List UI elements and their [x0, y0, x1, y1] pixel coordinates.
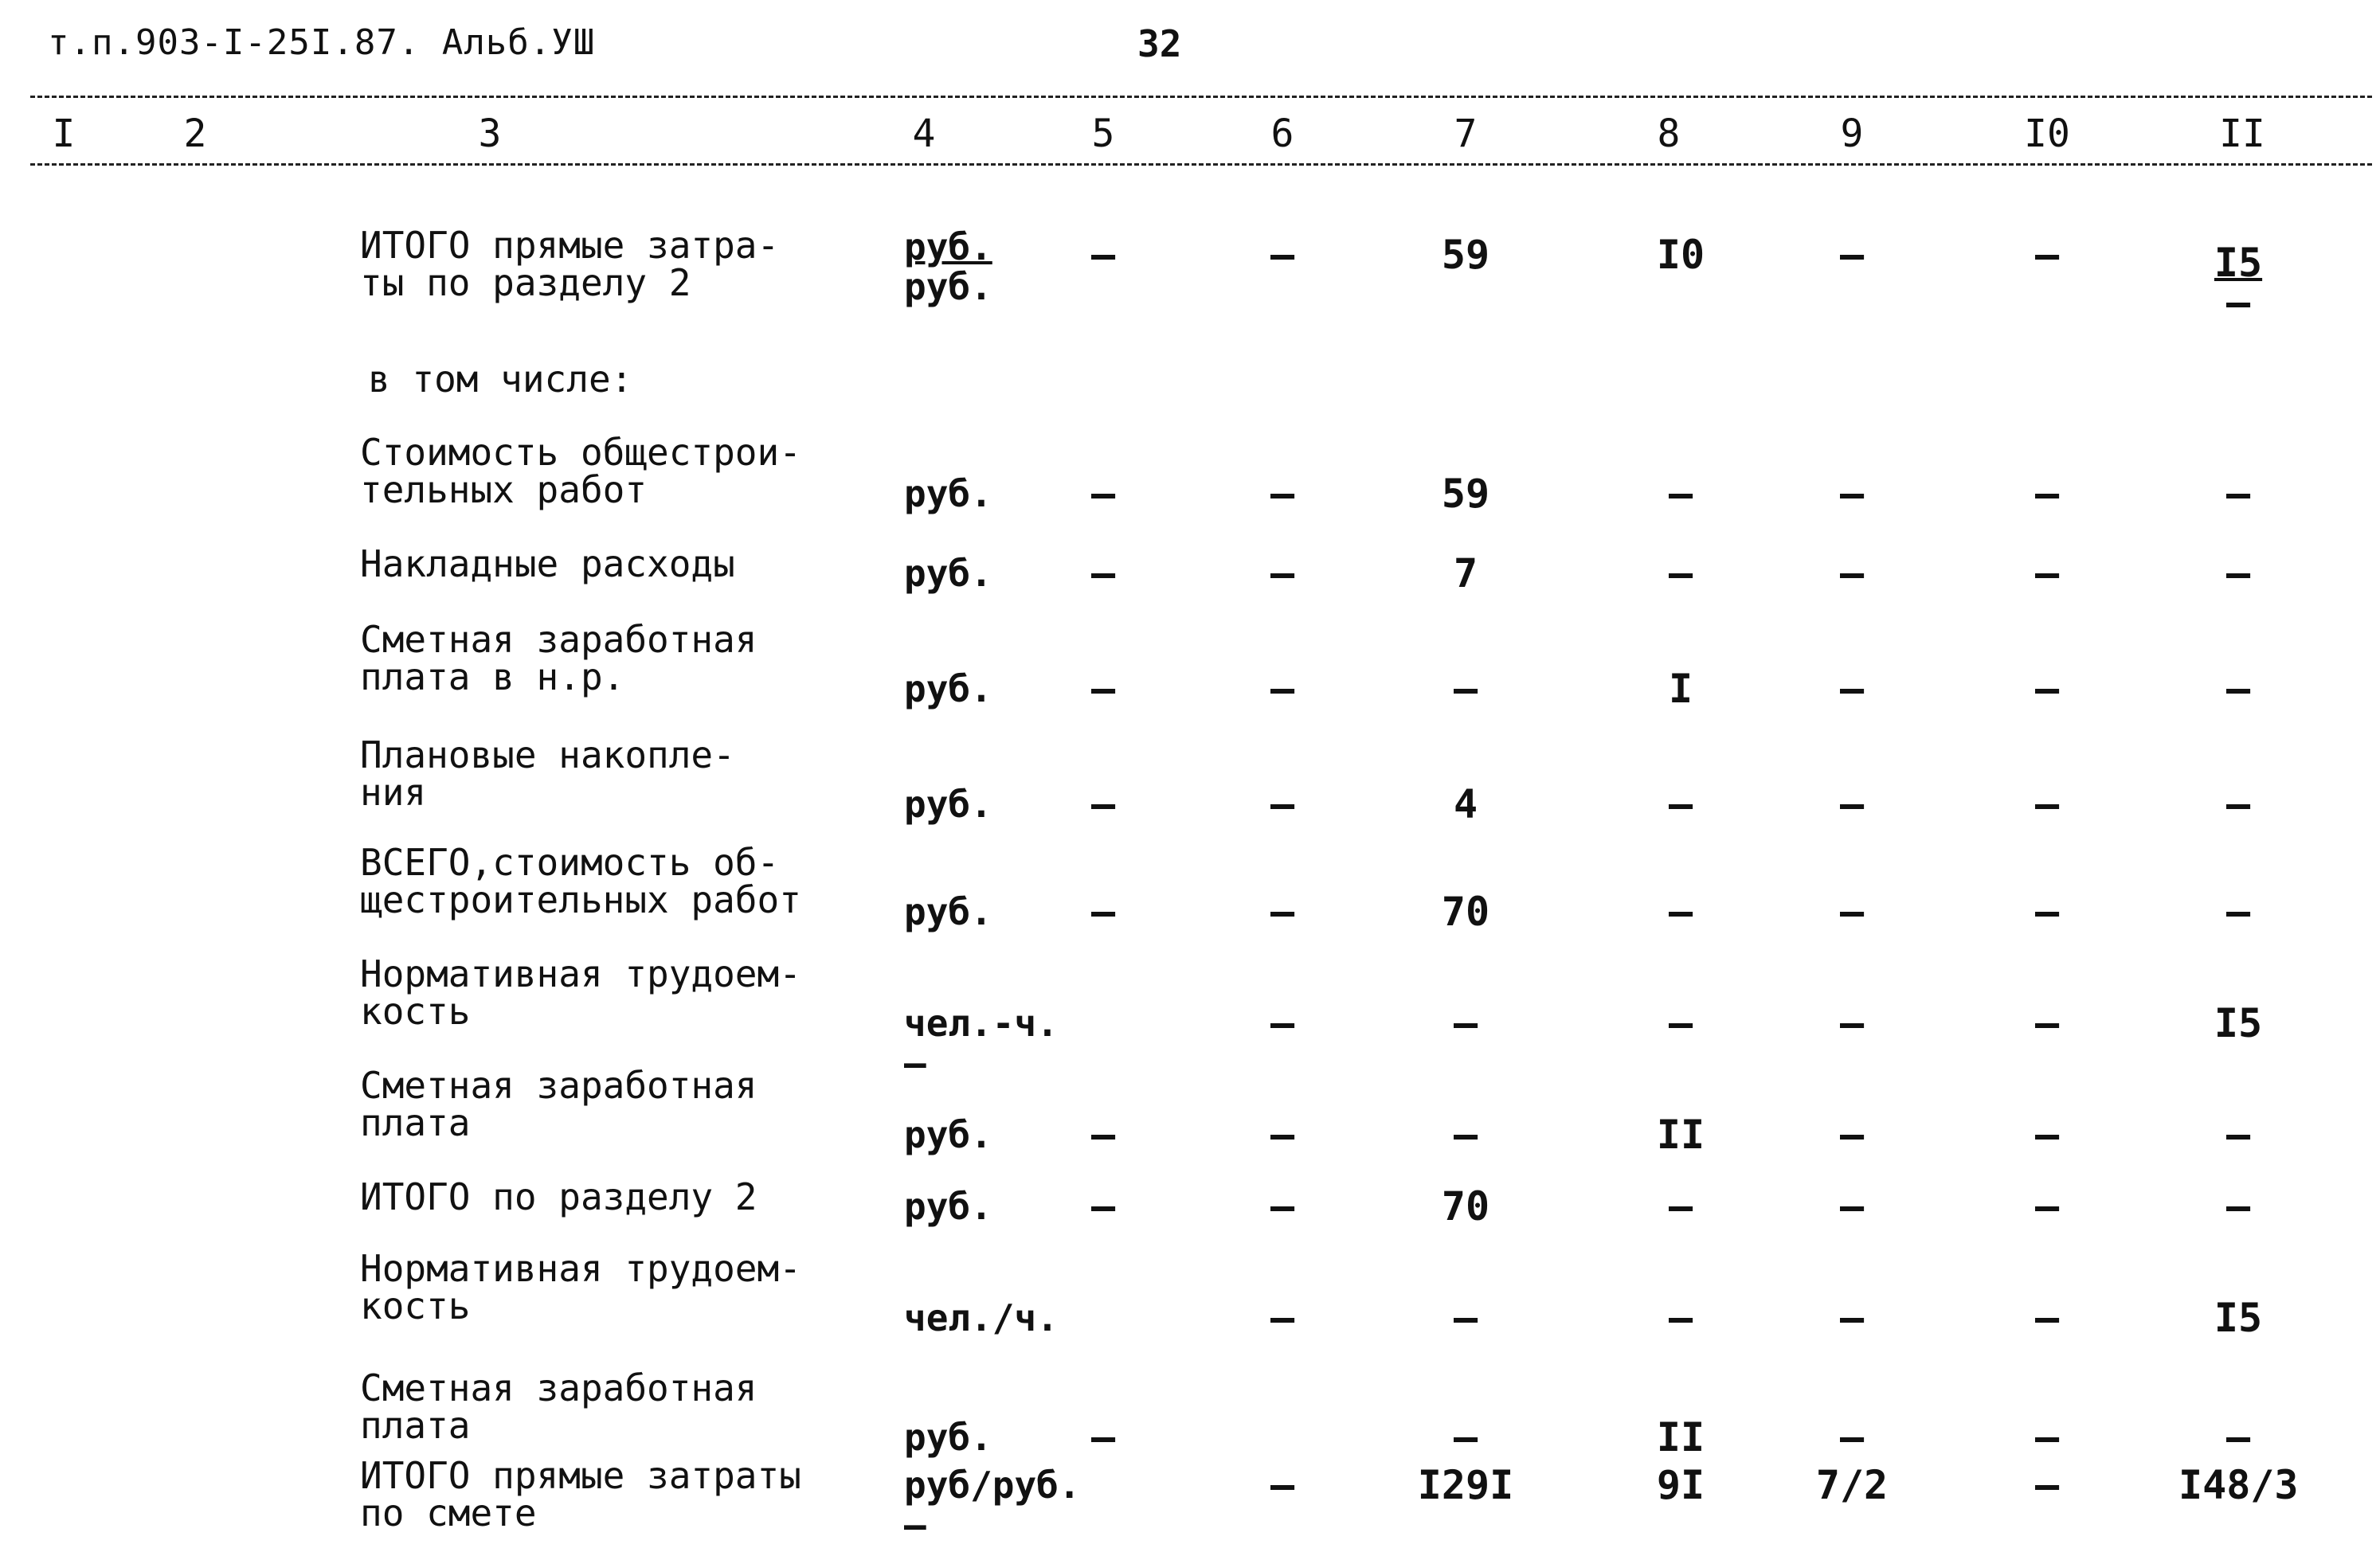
row-label: Сметная заработная плата: [360, 1064, 757, 1144]
cell-col9: –: [1839, 781, 1865, 827]
cell-col5: –: [1090, 550, 1116, 596]
cell-col9: –: [1839, 1295, 1865, 1341]
col11-denominator: –: [2225, 280, 2251, 326]
unit-cell: чел.-ч. –: [904, 1002, 1059, 1085]
cell-col9: –: [1839, 1112, 1865, 1158]
cell-col11: –: [2225, 889, 2251, 935]
cell-col11: –: [2225, 550, 2251, 596]
cell-col8: –: [1668, 1183, 1693, 1229]
row-label: Плановые накопле- ния: [360, 733, 735, 814]
cell-col6: –: [1270, 1462, 1295, 1508]
row-label: ИТОГО прямые затраты по смете: [360, 1454, 801, 1534]
cell-col8: I: [1668, 666, 1693, 712]
cell-col8: I0: [1656, 232, 1705, 278]
cell-col10: –: [2034, 1112, 2060, 1158]
cell-col8: –: [1668, 1295, 1693, 1341]
unit-cell: руб.: [904, 667, 992, 710]
cell-col10: –: [2034, 1414, 2060, 1460]
cell-col10: –: [2034, 1183, 2060, 1229]
cell-col9: –: [1839, 666, 1865, 712]
row-label: ИТОГО прямые затра- ты по разделу 2: [360, 224, 780, 304]
top-rule: [30, 96, 2372, 98]
column-number: 2: [183, 111, 207, 156]
cell-col11: –: [2225, 1414, 2251, 1460]
column-number: 3: [478, 111, 502, 156]
cell-col6: –: [1270, 666, 1295, 712]
cell-col7: –: [1453, 1000, 1478, 1046]
cell-col7: 4: [1453, 781, 1478, 827]
row-label: Накладные расходы: [360, 542, 735, 585]
cell-col9: –: [1839, 550, 1865, 596]
cell-col5: –: [1090, 232, 1116, 278]
cell-col11: I48/3: [2178, 1462, 2299, 1508]
cell-col8: II: [1656, 1414, 1705, 1460]
cell-col9: –: [1839, 1183, 1865, 1229]
column-number: 6: [1270, 111, 1294, 156]
unit-cell: руб.: [904, 783, 992, 826]
row-label: Нормативная трудоем- кость: [360, 952, 801, 1033]
cell-col11: –: [2225, 1183, 2251, 1229]
col11-numerator: I5: [2214, 240, 2263, 286]
cell-col7: –: [1453, 1414, 1478, 1460]
unit-denominator: руб.: [904, 265, 992, 308]
unit-cell: руб.: [904, 1416, 992, 1459]
cell-col11: –: [2225, 1112, 2251, 1158]
cell-col11: –: [2225, 781, 2251, 827]
cell-col5: –: [1090, 1183, 1116, 1229]
cell-col7: 70: [1441, 889, 1490, 935]
cell-col10: –: [2034, 889, 2060, 935]
cell-col7: 70: [1441, 1183, 1490, 1229]
cell-col5: –: [1090, 471, 1116, 517]
column-number: 4: [912, 111, 936, 156]
cell-col10: –: [2034, 471, 2060, 517]
cell-col6: –: [1270, 781, 1295, 827]
cell-col9: –: [1839, 1000, 1865, 1046]
unit-cell: чел./ч.: [904, 1296, 1059, 1339]
cell-col8: –: [1668, 781, 1693, 827]
cell-col10: –: [2034, 666, 2060, 712]
cell-col10: –: [2034, 232, 2060, 278]
cell-col7: –: [1453, 1112, 1478, 1158]
cell-col8: –: [1668, 471, 1693, 517]
cell-col8: –: [1668, 1000, 1693, 1046]
cell-col8: –: [1668, 889, 1693, 935]
unit-cell: руб.: [904, 472, 992, 515]
cell-col10: –: [2034, 1295, 2060, 1341]
unit-cell: руб.: [904, 1113, 992, 1156]
cell-col6: –: [1270, 550, 1295, 596]
row-label: ВСЕГО,стоимость об- щестроительных работ: [360, 841, 801, 921]
column-number: 8: [1657, 111, 1681, 156]
cell-col6: –: [1270, 1112, 1295, 1158]
cell-col5: –: [1090, 889, 1116, 935]
column-number: I0: [2024, 111, 2070, 156]
unit-numerator: руб.: [904, 225, 992, 268]
unit-cell: руб.: [904, 1185, 992, 1228]
cell-col6: –: [1270, 232, 1295, 278]
cell-col6: –: [1270, 1295, 1295, 1341]
column-number: I: [52, 111, 76, 156]
cell-col6: –: [1270, 889, 1295, 935]
column-number: 9: [1840, 111, 1864, 156]
row-label: ИТОГО по разделу 2: [360, 1175, 757, 1218]
cell-col11: I5: [2214, 1000, 2263, 1046]
cell-col9: –: [1839, 232, 1865, 278]
cell-col7: 59: [1441, 232, 1490, 278]
row-label: в том числе:: [368, 358, 633, 401]
unit-cell: руб/руб. –: [904, 1464, 1081, 1546]
page-number: 32: [1137, 22, 1182, 65]
cell-col9: 7/2: [1815, 1462, 1889, 1508]
cell-col11: –: [2225, 666, 2251, 712]
cell-col6: –: [1270, 1183, 1295, 1229]
cell-col10: –: [2034, 1000, 2060, 1046]
column-number: II: [2219, 111, 2265, 156]
unit-cell: руб.: [904, 890, 992, 933]
cell-col5: –: [1090, 1414, 1116, 1460]
cell-col7: 59: [1441, 471, 1490, 517]
cell-col6: –: [1270, 1000, 1295, 1046]
cell-col8: 9I: [1656, 1462, 1705, 1508]
row-label: Сметная заработная плата: [360, 1366, 757, 1447]
cell-col8: II: [1656, 1112, 1705, 1158]
cell-col6: –: [1270, 471, 1295, 517]
cell-col9: –: [1839, 1414, 1865, 1460]
row-label: Стоимость общестрои- тельных работ: [360, 431, 801, 511]
row-label: Нормативная трудоем- кость: [360, 1247, 801, 1327]
cell-col7: –: [1453, 666, 1478, 712]
cell-col5: –: [1090, 781, 1116, 827]
row-label: Сметная заработная плата в н.р.: [360, 618, 757, 698]
cell-col7: 7: [1453, 550, 1478, 596]
cell-col5: –: [1090, 1112, 1116, 1158]
cell-col11: [2178, 240, 2298, 326]
cell-col7: –: [1453, 1295, 1478, 1341]
cell-col9: –: [1839, 471, 1865, 517]
cell-col10: –: [2034, 1462, 2060, 1508]
cell-col11: I5: [2214, 1295, 2263, 1341]
cell-col7: I29I: [1417, 1462, 1514, 1508]
cell-col10: –: [2034, 781, 2060, 827]
cell-col11: –: [2225, 471, 2251, 517]
header-rule: [30, 163, 2372, 166]
cell-col8: –: [1668, 550, 1693, 596]
cell-col5: –: [1090, 666, 1116, 712]
unit-cell: руб.: [904, 552, 992, 595]
column-number: 7: [1454, 111, 1478, 156]
cell-col10: –: [2034, 550, 2060, 596]
column-number: 5: [1091, 111, 1115, 156]
document-code: т.п.903-I-25I.87. Альб.УШ: [48, 22, 596, 63]
cell-col9: –: [1839, 889, 1865, 935]
